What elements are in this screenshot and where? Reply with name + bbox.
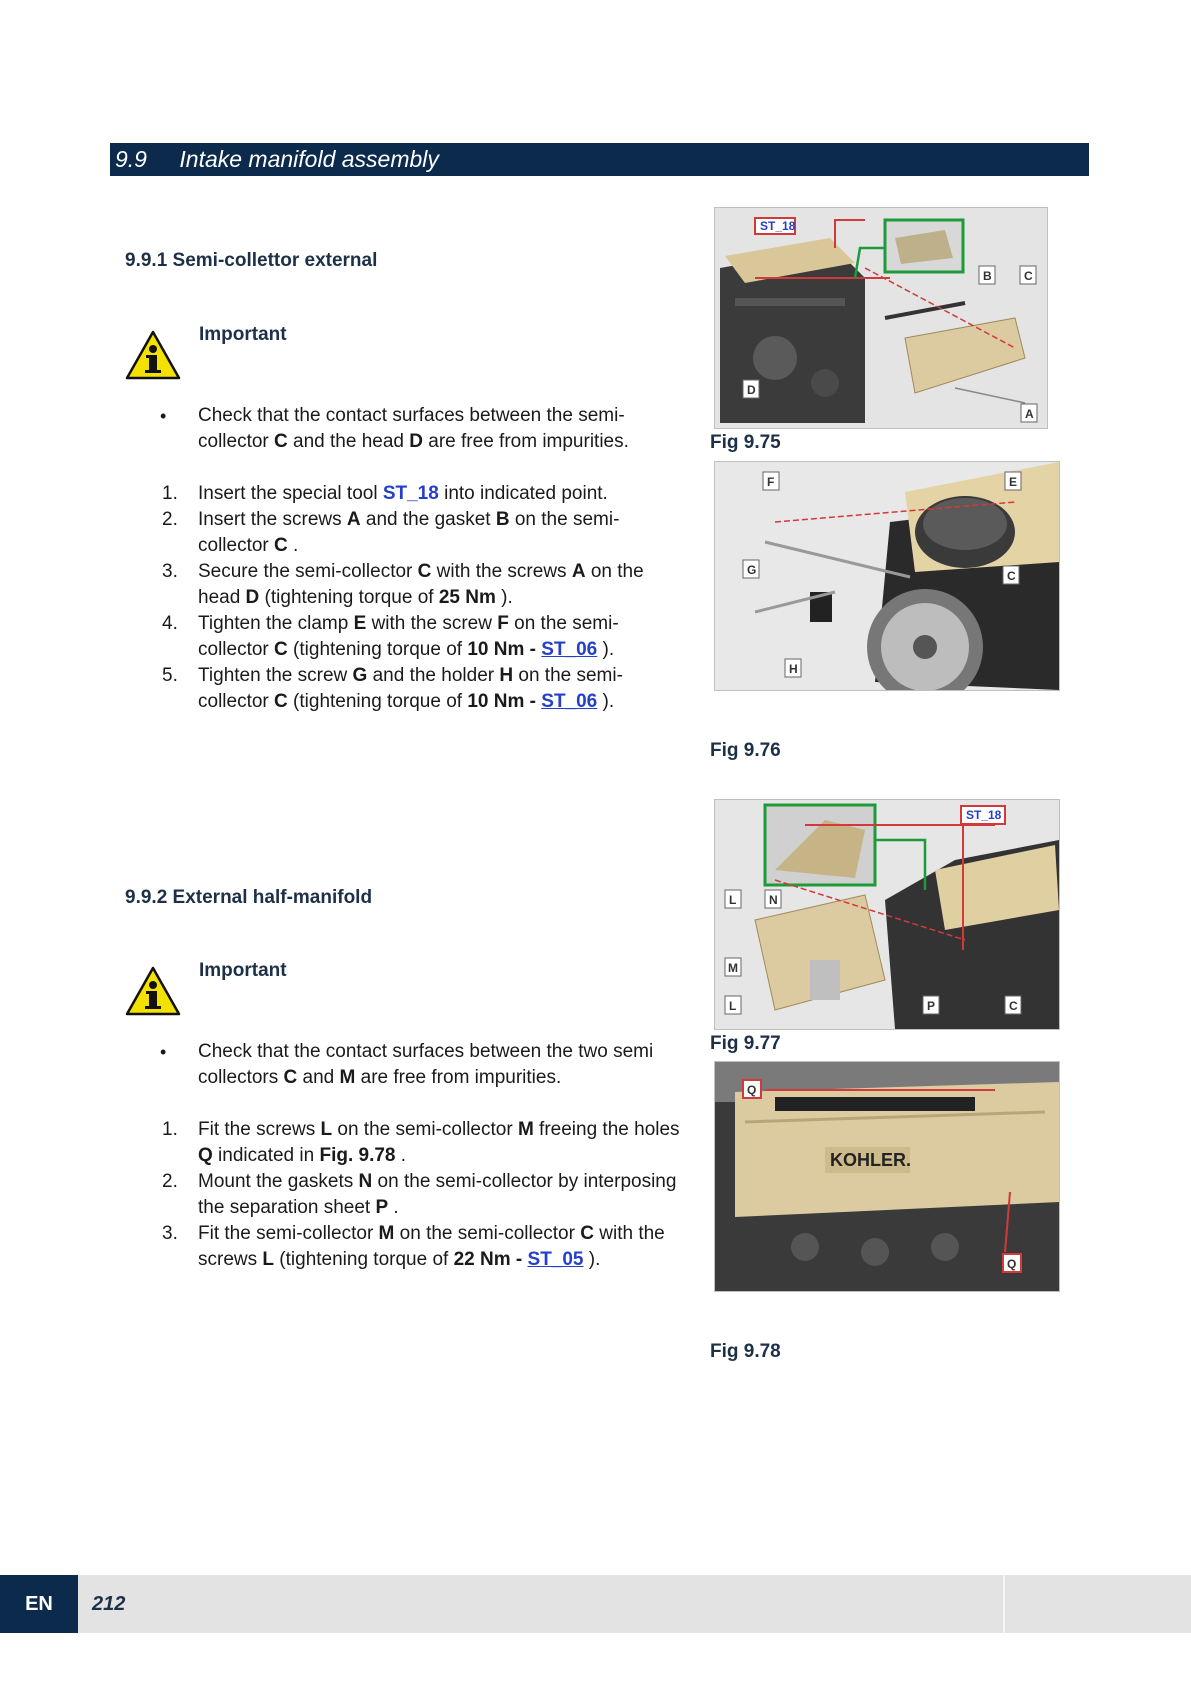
st06-link[interactable]: ST_06: [541, 639, 598, 660]
step-item: [158, 507, 688, 559]
step-item: [158, 611, 688, 663]
text-span: Fit the screws: [198, 1119, 321, 1140]
text-span: Q: [747, 1083, 757, 1097]
text-span: H: [789, 662, 798, 676]
section-number: 9.9: [115, 146, 147, 172]
section-title: Intake manifold assembly: [179, 146, 439, 172]
page-footer: [0, 1575, 1191, 1633]
text-span: 25 Nm: [438, 587, 496, 608]
figure-9-77-image: [714, 799, 1060, 1030]
text-span: on the semi-collector: [394, 1223, 581, 1244]
bullet-mark: •: [160, 406, 167, 426]
text-span: G: [352, 665, 368, 686]
step-number: 5.: [162, 665, 178, 686]
tool-reference: ST_18: [382, 483, 439, 504]
section-header-bar: [110, 143, 1089, 176]
step-item: [158, 1169, 688, 1221]
text-span: L: [320, 1119, 333, 1140]
text-span: Tighten the screw: [198, 665, 353, 686]
text-span: N: [358, 1171, 373, 1192]
text-span: on the semi-collector: [198, 509, 620, 556]
text-span: on the semi-collector by interposing the separation sheet: [198, 1171, 677, 1218]
text-span: A: [346, 509, 361, 530]
text-span: 10 Nm -: [467, 639, 542, 660]
text-span: Check that the contact surfaces between the semi-collector: [198, 405, 625, 452]
text-span: with the screws: [431, 561, 572, 582]
step-item: [158, 481, 688, 507]
text-span: C: [274, 691, 288, 712]
warning-info-icon: [125, 966, 181, 1016]
text-span: and: [297, 1067, 340, 1088]
text-span: L: [729, 893, 737, 907]
text-span: ).: [495, 587, 513, 608]
text-span: ST_18: [966, 808, 1002, 822]
text-span: Q: [1007, 1257, 1017, 1271]
text-span: ).: [597, 691, 615, 712]
text-span: M: [378, 1223, 395, 1244]
page-number: 212: [92, 1593, 126, 1615]
figure-caption: Fig 9.75: [710, 432, 781, 453]
text-span: Insert the special tool: [198, 483, 383, 504]
step-item: [158, 663, 688, 715]
step-number: 2.: [162, 1171, 178, 1192]
text-span: D: [409, 431, 423, 452]
text-span: A: [571, 561, 586, 582]
step-item: [158, 1221, 688, 1273]
step-number: 1.: [162, 1119, 178, 1140]
text-span: with the screw: [366, 613, 498, 634]
text-span: F: [497, 613, 509, 634]
text-span: Secure the semi-collector: [198, 561, 418, 582]
text-span: Insert the screws: [198, 509, 347, 530]
important-label-2: Important: [199, 960, 287, 981]
callout-st18: ST_18: [760, 219, 796, 233]
text-span: (tightening torque of: [274, 1249, 454, 1270]
language-code: EN: [0, 1575, 78, 1633]
text-span: B: [495, 509, 510, 530]
text-span: D: [747, 383, 756, 397]
step-number: 1.: [162, 483, 178, 504]
kohler-logo: KOHLER.: [830, 1150, 911, 1170]
text-span: E: [353, 613, 367, 634]
text-span: A: [1025, 407, 1034, 421]
text-span: P: [375, 1197, 389, 1218]
subsection-heading-1: 9.9.1 Semi-collettor external: [125, 250, 378, 271]
footer-divider: [1003, 1575, 1005, 1633]
text-span: G: [747, 563, 757, 577]
figure-caption: Fig 9.76: [710, 740, 781, 761]
bullet-mark: •: [160, 1042, 167, 1062]
text-span: with the screws: [198, 1223, 665, 1270]
text-span: C: [274, 535, 288, 556]
text-span: on the semi-collector: [332, 1119, 518, 1140]
text-span: C: [417, 561, 432, 582]
step-number: 3.: [162, 1223, 178, 1244]
text-span: Fig. 9.78: [319, 1145, 396, 1166]
text-span: and the gasket: [360, 509, 496, 530]
figure-caption: Fig 9.77: [710, 1033, 781, 1054]
text-span: M: [339, 1067, 356, 1088]
text-span: and the holder: [367, 665, 500, 686]
bullet-item: [158, 403, 688, 455]
text-span: C: [1024, 269, 1033, 283]
text-span: F: [767, 475, 775, 489]
text-span: on the semi-collector: [198, 613, 619, 660]
text-span: C: [274, 639, 288, 660]
text-span: on the head: [198, 561, 644, 608]
text-span: B: [983, 269, 992, 283]
figure-caption: Fig 9.78: [710, 1341, 781, 1362]
text-span: L: [729, 999, 737, 1013]
subsection-heading-2: 9.9.2 External half-manifold: [125, 887, 373, 908]
text-span: indicated in: [212, 1145, 320, 1166]
figure-9-75-image: [714, 207, 1048, 429]
text-span: N: [769, 893, 778, 907]
text-span: M: [728, 961, 738, 975]
important-label-1: Important: [199, 324, 287, 345]
text-span: H: [499, 665, 514, 686]
figure-9-78-image: [714, 1061, 1060, 1292]
step-number: 2.: [162, 509, 178, 530]
text-span: into indicated point.: [438, 483, 608, 504]
text-span: Tighten the clamp: [198, 613, 354, 634]
st05-link[interactable]: ST_05: [527, 1249, 584, 1270]
text-span: C: [1009, 999, 1018, 1013]
text-span: P: [927, 999, 936, 1013]
text-span: (tightening torque of: [287, 639, 468, 660]
text-span: C: [1007, 569, 1016, 583]
text-span: ).: [583, 1249, 601, 1270]
figure-9-76-image: [714, 461, 1060, 691]
text-span: (tightening torque of: [259, 587, 439, 608]
step-number: 4.: [162, 613, 178, 634]
text-span: 10 Nm -: [467, 691, 542, 712]
text-span: on the semi-collector: [198, 665, 623, 712]
instructions-block-1: [158, 403, 688, 715]
text-span: L: [262, 1249, 275, 1270]
text-span: Mount the gaskets: [198, 1171, 359, 1192]
text-span: and the head: [287, 431, 410, 452]
instructions-block-2: [158, 1039, 688, 1273]
text-span: M: [517, 1119, 534, 1140]
st06-link[interactable]: ST_06: [541, 691, 598, 712]
text-span: ).: [597, 639, 615, 660]
text-span: .: [287, 535, 299, 556]
step-number: 3.: [162, 561, 178, 582]
text-span: C: [274, 431, 288, 452]
text-span: Q: [198, 1145, 213, 1166]
text-span: C: [283, 1067, 298, 1088]
bullet-item: [158, 1039, 688, 1091]
text-span: Fit the semi-collector: [198, 1223, 379, 1244]
warning-info-icon: [125, 330, 181, 380]
text-span: .: [395, 1145, 407, 1166]
text-span: are free from impurities.: [423, 431, 629, 452]
text-span: Check that the contact surfaces between the two semi collectors: [198, 1041, 654, 1088]
text-span: C: [580, 1223, 594, 1244]
text-span: .: [388, 1197, 399, 1218]
text-span: E: [1009, 475, 1018, 489]
text-span: 22 Nm -: [453, 1249, 528, 1270]
text-span: are free from impurities.: [355, 1067, 562, 1088]
step-item: [158, 1117, 688, 1169]
text-span: (tightening torque of: [287, 691, 468, 712]
text-span: D: [245, 587, 260, 608]
step-item: [158, 559, 688, 611]
text-span: freeing the holes: [533, 1119, 680, 1140]
